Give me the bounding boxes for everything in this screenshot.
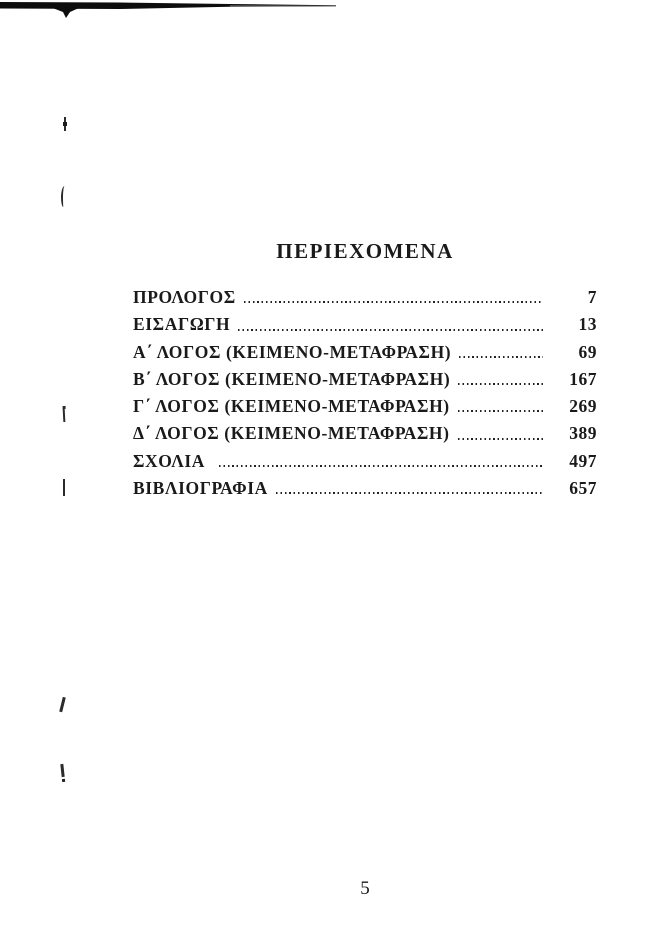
dot-leader (276, 492, 543, 494)
toc-entry-label: Δ΄ ΛΟΓΟΣ (ΚΕΙΜΕΝΟ-ΜΕΤΑΦΡΑΣΗ) (133, 423, 450, 444)
toc-entry-page: 657 (569, 478, 597, 499)
toc-entry-label: ΠΡΟΛΟΓΟΣ (133, 287, 236, 307)
toc-entry (133, 311, 597, 338)
toc-entry (133, 420, 597, 447)
dot-leader (458, 410, 543, 412)
toc-entry-label: ΣΧΟΛΙΑ (133, 450, 206, 471)
scan-artifact-mark (63, 479, 65, 496)
dot-leader (459, 356, 543, 358)
toc-entry (133, 366, 597, 393)
toc-entry-page: 389 (569, 423, 597, 444)
toc-entry-label: Β΄ ΛΟΓΟΣ (ΚΕΙΜΕΝΟ-ΜΕΤΑΦΡΑΣΗ) (133, 368, 451, 389)
toc-entry-page: 167 (569, 368, 597, 389)
contents-title: ΠΕΡΙΕΧΟΜΕΝΑ (276, 239, 454, 263)
dot-leader (238, 329, 543, 331)
toc-entry-page: 13 (578, 314, 597, 335)
scan-artifact-mark (64, 117, 66, 131)
ink-smear-artifact (0, 0, 649, 24)
toc-entry-label: Γ΄ ΛΟΓΟΣ (ΚΕΙΜΕΝΟ-ΜΕΤΑΦΡΑΣΗ) (133, 396, 450, 417)
dot-leader (458, 438, 543, 440)
toc-entry-label: ΕΙΣΑΓΩΓΗ (133, 314, 231, 335)
scan-artifact-mark (61, 186, 67, 207)
toc-entry (133, 339, 597, 366)
scan-artifact-mark (60, 764, 64, 777)
toc-entry-page: 497 (569, 450, 597, 471)
dot-leader (244, 301, 543, 303)
toc-entry (133, 393, 597, 420)
toc-entry (133, 284, 597, 311)
toc-entry-page: 269 (569, 396, 597, 417)
page-number: 5 (360, 878, 370, 899)
table-of-contents (133, 284, 597, 502)
toc-entry-label: ΒΙΒΛΙΟΓΡΑΦΙΑ (133, 478, 268, 499)
toc-entry-page: 69 (578, 341, 597, 362)
toc-entry-label: Α΄ ΛΟΓΟΣ (ΚΕΙΜΕΝΟ-ΜΕΤΑΦΡΑΣΗ) (133, 341, 452, 362)
dot-leader (219, 465, 543, 467)
toc-entry-page: 7 (587, 287, 597, 307)
scan-artifact-mark (63, 408, 66, 422)
toc-entry (133, 448, 597, 475)
scan-artifact-mark (59, 697, 65, 712)
dot-leader (458, 383, 543, 385)
toc-entry (133, 475, 597, 502)
